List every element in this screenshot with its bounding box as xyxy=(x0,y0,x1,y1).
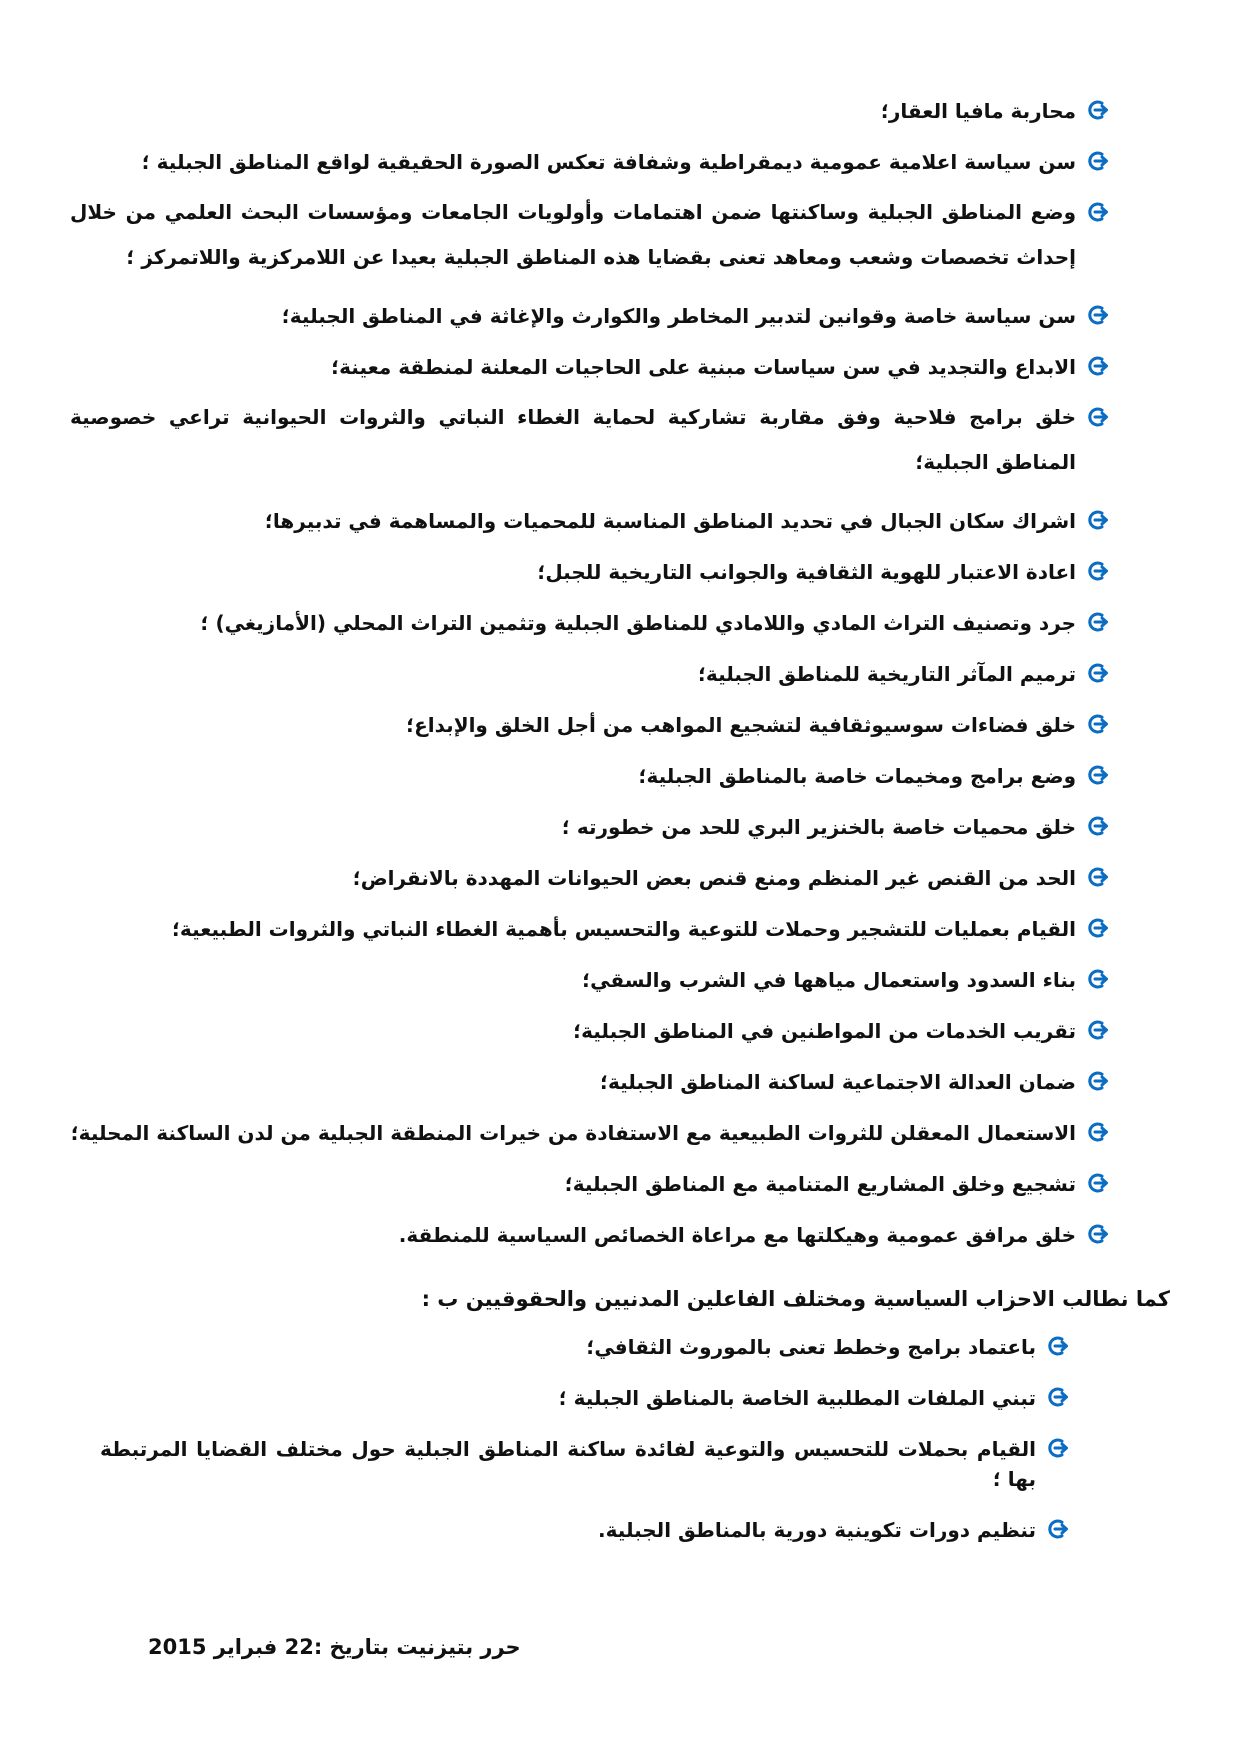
circle-arrow-right-icon xyxy=(1088,968,1110,990)
signature-date-line: حرر بتيزنيت بتاريخ :22 فبراير 2015 xyxy=(148,1635,521,1659)
circle-arrow-right-icon xyxy=(1088,560,1110,582)
circle-arrow-right-icon xyxy=(1088,1070,1110,1092)
circle-arrow-right-icon xyxy=(1088,611,1110,633)
circle-arrow-right-icon xyxy=(1088,764,1110,786)
list-item-text: سن سياسة خاصة وقوانين لتدبير المخاطر والكوارث والإغاثة في المناطق الجبلية؛ xyxy=(281,304,1076,328)
circle-arrow-right-icon xyxy=(1088,713,1110,735)
list-item-text: ترميم المآثر التاريخية للمناطق الجبلية؛ xyxy=(697,662,1076,686)
list-item xyxy=(100,1515,1070,1545)
list-item xyxy=(100,1332,1070,1362)
list-item-text: ضمان العدالة الاجتماعية لساكنة المناطق الجبلية؛ xyxy=(599,1070,1076,1094)
list-item-text: الابداع والتجديد في سن سياسات مبنية على الحاجيات المعلنة لمنطقة معينة؛ xyxy=(331,355,1076,379)
list-item-text: الحد من القنص غير المنظم ومنع قنص بعض الحيوانات المهددة بالانقراض؛ xyxy=(352,866,1076,890)
circle-arrow-right-icon xyxy=(1048,1437,1070,1459)
list-item-text: جرد وتصنيف التراث المادي واللامادي للمناطق الجبلية وتثمين التراث المحلي (الأمازيغي) ؛ xyxy=(200,611,1076,635)
list-item-text: الاستعمال المعقلن للثروات الطبيعية مع الاستفادة من خيرات المنطقة الجبلية من لدن الساكنة المحلية؛ xyxy=(70,1121,1076,1145)
list-item-text: خلق محميات خاصة بالخنزير البري للحد من خطورته ؛ xyxy=(561,815,1076,839)
circle-arrow-right-icon xyxy=(1088,815,1110,837)
circle-arrow-right-icon xyxy=(1088,406,1110,428)
list-item-text: تقريب الخدمات من المواطنين في المناطق الجبلية؛ xyxy=(573,1019,1076,1043)
circle-arrow-right-icon xyxy=(1088,355,1110,377)
list-item xyxy=(70,352,1110,382)
demands-list xyxy=(70,96,1110,1271)
circle-arrow-right-icon xyxy=(1088,150,1110,172)
list-item xyxy=(70,812,1110,842)
list-item-text: القيام بحملات للتحسيس والتوعية لفائدة ساكنة المناطق الجبلية حول مختلف القضايا المرتبطة بها ؛ xyxy=(100,1437,1036,1491)
circle-arrow-right-icon xyxy=(1048,1518,1070,1540)
list-item xyxy=(70,557,1110,587)
circle-arrow-right-icon xyxy=(1088,99,1110,121)
list-item-text: باعتماد برامج وخطط تعنى بالموروث الثقافي؛ xyxy=(586,1335,1036,1359)
circle-arrow-right-icon xyxy=(1088,1019,1110,1041)
circle-arrow-right-icon xyxy=(1088,866,1110,888)
list-item-text: وضع المناطق الجبلية وساكنتها ضمن اهتمامات وأولويات الجامعات ومؤسسات البحث العلمي من خلال إحداث تخصصات وشعب ومعاهد تعنى بقضايا هذه المناطق الجبلية بعيدا عن اللامركزية واللاتمركز ؛ xyxy=(70,200,1076,269)
list-item-text: بناء السدود واستعمال مياهها في الشرب والسقي؛ xyxy=(582,968,1076,992)
list-item xyxy=(70,710,1110,740)
list-item xyxy=(70,863,1110,893)
list-item xyxy=(70,1067,1110,1097)
circle-arrow-right-icon xyxy=(1088,1121,1110,1143)
party-demands-list xyxy=(100,1332,1070,1566)
circle-arrow-right-icon xyxy=(1088,662,1110,684)
list-item xyxy=(70,659,1110,689)
list-item xyxy=(70,761,1110,791)
list-item-text: محاربة مافيا العقار؛ xyxy=(880,99,1076,123)
intro-paragraph: كما نطالب الاحزاب السياسية ومختلف الفاعلين المدنيين والحقوقيين ب : xyxy=(421,1287,1170,1311)
list-item xyxy=(70,301,1110,331)
list-item xyxy=(70,1220,1110,1250)
list-item xyxy=(70,403,1110,485)
list-item-text: اعادة الاعتبار للهوية الثقافية والجوانب التاريخية للجبل؛ xyxy=(537,560,1076,584)
circle-arrow-right-icon xyxy=(1088,201,1110,223)
circle-arrow-right-icon xyxy=(1048,1386,1070,1408)
list-item-text: وضع برامج ومخيمات خاصة بالمناطق الجبلية؛ xyxy=(638,764,1076,788)
list-item-text: تبني الملفات المطلبية الخاصة بالمناطق الجبلية ؛ xyxy=(558,1386,1036,1410)
list-item-text: سن سياسة اعلامية عمومية ديمقراطية وشفافة تعكس الصورة الحقيقية لواقع المناطق الجبلية ؛ xyxy=(141,150,1076,174)
list-item xyxy=(100,1383,1070,1413)
list-item-text: خلق فضاءات سوسيوثقافية لتشجيع المواهب من أجل الخلق والإبداع؛ xyxy=(406,713,1076,737)
circle-arrow-right-icon xyxy=(1088,917,1110,939)
list-item-text: تشجيع وخلق المشاريع المتنامية مع المناطق الجبلية؛ xyxy=(564,1172,1076,1196)
circle-arrow-right-icon xyxy=(1088,509,1110,531)
list-item xyxy=(70,96,1110,126)
list-item xyxy=(70,147,1110,177)
list-item xyxy=(70,608,1110,638)
list-item-text: تنظيم دورات تكوينية دورية بالمناطق الجبلية. xyxy=(598,1518,1036,1542)
list-item xyxy=(70,198,1110,280)
list-item xyxy=(70,1016,1110,1046)
list-item xyxy=(70,965,1110,995)
list-item-text: خلق مرافق عمومية وهيكلتها مع مراعاة الخصائص السياسية للمنطقة. xyxy=(398,1223,1076,1247)
list-item xyxy=(70,1118,1110,1148)
list-item-text: اشراك سكان الجبال في تحديد المناطق المناسبة للمحميات والمساهمة في تدبيرها؛ xyxy=(264,509,1076,533)
list-item xyxy=(100,1434,1070,1494)
list-item xyxy=(70,1169,1110,1199)
list-item-text: خلق برامج فلاحية وفق مقاربة تشاركية لحماية الغطاء النباتي والثروات الحيوانية تراعي خصوصية المناطق الجبلية؛ xyxy=(70,405,1076,474)
circle-arrow-right-icon xyxy=(1048,1335,1070,1357)
list-item xyxy=(70,506,1110,536)
list-item-text: القيام بعمليات للتشجير وحملات للتوعية والتحسيس بأهمية الغطاء النباتي والثروات الطبيعية؛ xyxy=(171,917,1076,941)
circle-arrow-right-icon xyxy=(1088,304,1110,326)
list-item xyxy=(70,914,1110,944)
circle-arrow-right-icon xyxy=(1088,1223,1110,1245)
circle-arrow-right-icon xyxy=(1088,1172,1110,1194)
